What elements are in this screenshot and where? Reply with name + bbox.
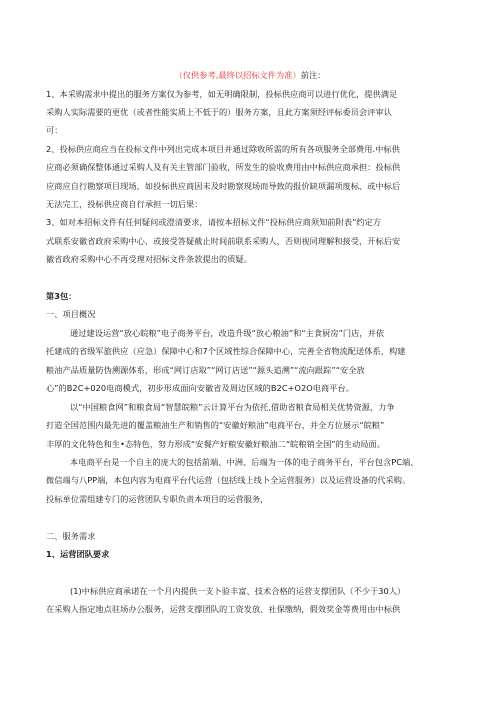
body-line: 本电商平台是一个自主的庞大的包括前端、中洲、后端为一体的电子商务平台，平台包含PC端、	[70, 457, 419, 467]
preface-line: 应商应自行勘察项目现场，如投标供应商因未及时勘察现场而导致的报价缺项漏项废标、或中标后	[46, 181, 401, 191]
body-line: 丰厚的文化特色和生•态特色，努力形成“安餐产好粮安徽好粮油二“皖粮销全国”的生动局面。	[46, 439, 386, 449]
preface-label: 前注：	[300, 70, 326, 80]
body-line: (1)中标供应商承诺在一个月内提供一支卜验丰富、技术合格的运营支撑团队（不少于30人）	[70, 586, 406, 596]
section-heading: 二、服务需求	[46, 531, 96, 541]
sub-heading: 1、运营团队要求	[46, 549, 110, 559]
preface-line: 3、如对本招标文件有任何疑问或澄清要求，请按本招标文件“投标供应商须知前附表”约定方	[46, 217, 382, 227]
body-line: 心”的B2C+020电商模式，初步形成面向安徽省及周边区域的B2C+O2O电商平台。	[46, 383, 354, 393]
body-line: 打造全国范围内最先进的覆盖粮油生产和销售的“安徽好粮油”电商平台，并全方位展示“皖粮”	[46, 420, 385, 430]
preface-line: 无法完工，投标供应商自行承担一切后果：	[46, 199, 203, 209]
preface-line: 采购人实际需要的更优（或者性能实质上不低于的）服务方案，且此方案须经评标委员会评审认	[46, 107, 392, 117]
preface-line: 式联系安徽省政府采购中心，或接受答疑截止时间前联系采购人，否则视同理解和接受，开标后安	[46, 236, 401, 246]
body-line: 托建成的省级军旅供应（应急）保障中心和7个区域性综合保障中心，完善全省物流配送体系，构建	[46, 346, 406, 356]
body-line: 通过建设运营“放心皖粮”电子商务平台，改造升级“放心粮油”和“主食厨房”门店，并依	[70, 328, 385, 338]
package-title: 第3包：	[46, 291, 77, 301]
section-heading: 一、项目概况	[46, 309, 96, 319]
preface-line: 可：	[46, 125, 63, 135]
body-line: 微信端与八PP端，本包内容为电商平台代运营（包括线上线卜全运营服务）以及运营设备的代采购。	[46, 475, 411, 485]
body-line: 粮油产品质量防伪溯源体系，形成“网订店取”“网订店送”“源头追溯”“流向跟踪”“安全放	[46, 365, 365, 375]
preface-title	[0, 69, 500, 81]
preface-line: 应商必须确保整体通过采购人及有关主管部门验收，所发生的验收费用由中标供应商承担：投标供	[46, 162, 401, 172]
preface-line: 1、本采购需求中提出的服务方案仅为参考，如无明确限制，投标供应商可以进行优化，提供满足	[46, 89, 398, 99]
preface-line: 徽省政府采购中心不再受理对招标文件条款提出的质疑。	[46, 254, 252, 264]
body-line: 以“中国粮食网”和粮食局“智慧皖粮”云计算平台为依托,借助省粮食局相关优势资源，力争	[70, 402, 395, 412]
preface-line: 2、投标供应商应当在投标文件中列出完成本项目并通过除收所需的所有各项服务全部费用.中标供	[46, 144, 400, 154]
body-line: 投标单位需组建专门的运营团队专职负责本项目的运营服务，	[46, 494, 269, 504]
body-line: 在采购人指定地点驻场办公服务，运营支撑团队的工资发放、社保缴纳，假效奖金等费用由中标供	[46, 604, 401, 614]
reference-note: （仅供参考,最终以招标文件为准）	[174, 70, 301, 80]
